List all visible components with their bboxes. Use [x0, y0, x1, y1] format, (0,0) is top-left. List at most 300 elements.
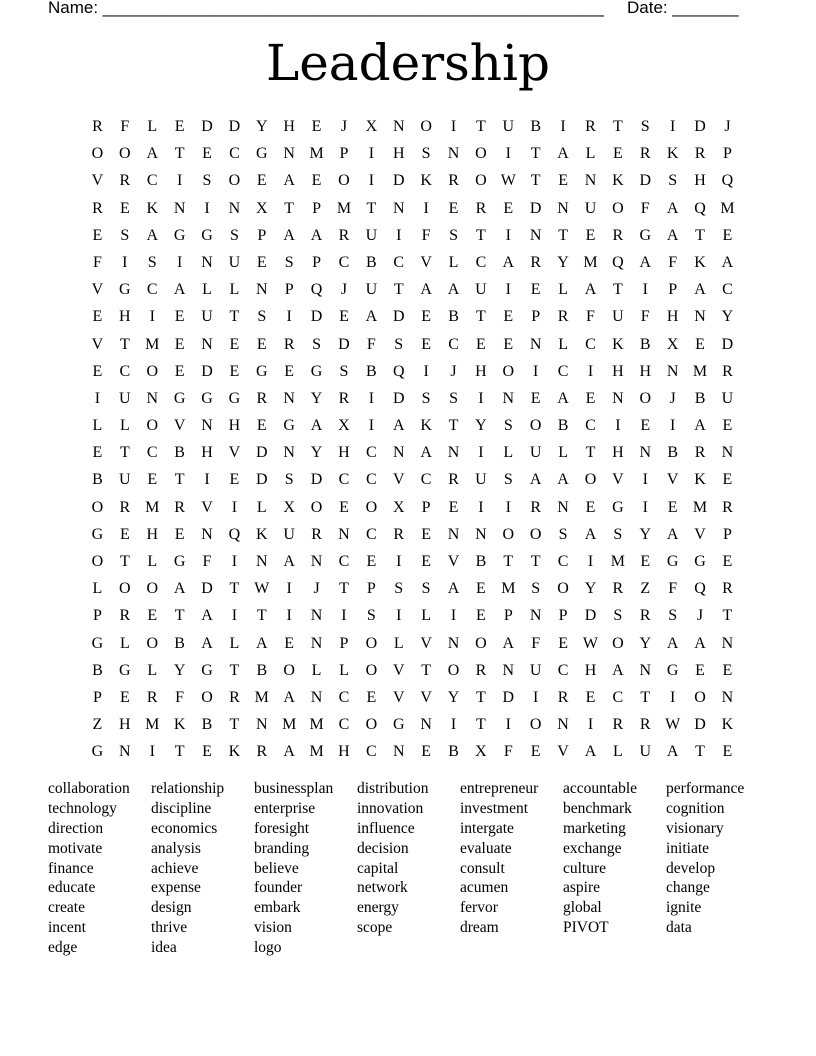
grid-letter: E: [421, 525, 432, 543]
grid-letter: C: [557, 661, 569, 679]
grid-letter: C: [338, 688, 350, 706]
grid-letter: R: [311, 525, 323, 543]
grid-letter: A: [146, 226, 159, 244]
grid-letter: T: [174, 145, 185, 163]
grid-letter: T: [558, 226, 569, 244]
grid-letter: W: [665, 716, 681, 734]
grid-letter: S: [668, 607, 678, 625]
grid-letter: R: [475, 199, 487, 217]
grid-letter: D: [338, 335, 351, 353]
grid-letter: S: [394, 580, 404, 598]
grid-letter: L: [421, 607, 432, 625]
grid-letter: R: [393, 525, 405, 543]
grid-letter: D: [392, 172, 406, 190]
word-list-item: fervor: [460, 899, 498, 917]
grid-letter: L: [612, 743, 624, 761]
grid-letter: E: [722, 743, 733, 761]
grid-letter: O: [146, 362, 159, 380]
grid-letter: A: [310, 417, 323, 435]
grid-row: [84, 439, 741, 466]
grid-letter: A: [201, 634, 214, 652]
grid-letter: G: [256, 145, 269, 163]
grid-letter: O: [310, 498, 323, 516]
grid-letter: G: [310, 362, 323, 380]
grid-letter: P: [558, 607, 569, 625]
grid-letter: Y: [447, 688, 460, 706]
page-title: Leadership: [266, 34, 550, 92]
grid-letter: O: [502, 525, 515, 543]
grid-letter: C: [612, 688, 624, 706]
grid-letter: E: [530, 281, 542, 299]
grid-letter: F: [586, 308, 596, 326]
grid-letter: I: [505, 281, 512, 299]
grid-letter: S: [284, 471, 295, 489]
grid-letter: S: [668, 172, 678, 190]
grid-letter: Y: [173, 661, 186, 679]
grid-letter: G: [201, 226, 214, 244]
word-list-item: discipline: [151, 799, 212, 817]
grid-letter: O: [119, 580, 132, 598]
grid-letter: V: [392, 688, 406, 706]
grid-letter: S: [366, 607, 377, 625]
grid-letter: E: [585, 498, 596, 516]
grid-letter: N: [310, 607, 323, 625]
grid-letter: C: [366, 471, 378, 489]
grid-letter: F: [92, 253, 103, 271]
grid-letter: B: [366, 362, 378, 380]
grid-letter: R: [92, 199, 104, 217]
grid-letter: R: [694, 444, 706, 462]
grid-letter: L: [393, 634, 405, 652]
word-list-item: incent: [48, 919, 86, 937]
grid-letter: N: [529, 226, 542, 244]
grid-letter: M: [309, 743, 325, 761]
grid-letter: L: [256, 498, 268, 516]
grid-letter: C: [338, 553, 350, 570]
word-list-item: design: [151, 899, 192, 917]
grid-letter: L: [147, 661, 158, 679]
grid-letter: L: [119, 634, 131, 652]
grid-letter: I: [587, 716, 594, 734]
grid-letter: T: [229, 308, 240, 326]
grid-letter: S: [503, 471, 514, 489]
grid-letter: O: [146, 634, 159, 652]
grid-row: [84, 738, 741, 765]
grid-letter: A: [694, 417, 707, 435]
grid-letter: T: [393, 281, 405, 299]
grid-letter: T: [284, 199, 295, 217]
grid-letter: Y: [557, 253, 570, 271]
grid-letter: I: [286, 607, 293, 625]
grid-letter: A: [666, 743, 679, 761]
word-list-item: change: [666, 879, 710, 897]
grid-letter: A: [557, 471, 570, 489]
grid-letter: S: [640, 118, 651, 135]
grid-letter: E: [476, 335, 487, 353]
grid-letter: P: [312, 253, 322, 271]
grid-row: [84, 358, 741, 385]
grid-letter: A: [694, 634, 707, 652]
grid-letter: A: [529, 471, 542, 489]
grid-letter: N: [557, 498, 570, 516]
name-field-label: Name: _____________________________________________________: [48, 0, 604, 17]
grid-letter: E: [530, 389, 542, 407]
grid-letter: O: [475, 145, 488, 163]
word-list-item: edge: [48, 939, 78, 957]
grid-letter: P: [668, 281, 678, 299]
grid-letter: L: [585, 145, 596, 163]
word-list-item: achieve: [151, 859, 199, 877]
grid-row: [84, 249, 741, 276]
grid-letter: T: [476, 688, 487, 706]
grid-letter: C: [366, 525, 378, 543]
grid-letter: P: [339, 145, 349, 163]
grid-letter: D: [201, 580, 214, 598]
grid-letter: Q: [228, 525, 241, 543]
grid-letter: E: [284, 362, 295, 380]
grid-letter: W: [500, 172, 517, 190]
grid-letter: Y: [639, 525, 652, 543]
grid-letter: R: [92, 118, 104, 135]
grid-letter: Y: [475, 417, 488, 435]
grid-letter: J: [669, 389, 677, 407]
word-list-item: businessplan: [254, 780, 334, 797]
grid-letter: N: [639, 661, 652, 679]
grid-letter: O: [557, 580, 570, 598]
grid-letter: N: [721, 688, 734, 706]
grid-letter: N: [256, 716, 269, 734]
word-list-item: branding: [254, 839, 310, 857]
grid-letter: H: [119, 716, 132, 734]
grid-letter: I: [176, 172, 183, 190]
grid-letter: C: [557, 362, 569, 380]
grid-letter: V: [612, 471, 625, 489]
grid-letter: N: [502, 661, 515, 679]
grid-letter: V: [228, 444, 241, 462]
grid-letter: S: [421, 389, 432, 407]
grid-letter: A: [173, 281, 186, 299]
grid-letter: R: [530, 498, 542, 516]
grid-letter: P: [284, 281, 295, 299]
grid-letter: R: [639, 716, 652, 734]
grid-letter: I: [396, 226, 402, 244]
word-column: [357, 779, 460, 958]
word-list-item: foresight: [254, 819, 310, 837]
grid-letter: Z: [640, 580, 651, 598]
grid-letter: I: [286, 580, 293, 598]
grid-letter: K: [721, 716, 734, 734]
grid-letter: C: [366, 743, 378, 761]
grid-letter: Y: [584, 580, 597, 598]
grid-letter: L: [119, 417, 131, 435]
grid-letter: P: [503, 607, 514, 625]
grid-letter: I: [533, 688, 539, 706]
grid-letter: K: [173, 716, 186, 734]
grid-letter: O: [91, 553, 104, 570]
grid-letter: N: [228, 199, 241, 217]
grid-letter: E: [585, 688, 596, 706]
grid-letter: G: [612, 498, 625, 516]
grid-letter: H: [228, 417, 241, 435]
grid-letter: E: [202, 743, 213, 761]
word-list-item: influence: [357, 819, 415, 837]
grid-letter: O: [119, 145, 132, 163]
grid-letter: D: [694, 118, 707, 135]
grid-letter: E: [92, 226, 103, 244]
grid-letter: V: [666, 471, 679, 489]
grid-letter: D: [256, 444, 269, 462]
grid-letter: T: [503, 553, 514, 570]
grid-letter: O: [146, 580, 159, 598]
grid-letter: M: [145, 716, 160, 734]
grid-letter: I: [368, 389, 375, 407]
grid-letter: E: [558, 634, 569, 652]
grid-letter: A: [201, 607, 214, 625]
grid-letter: F: [202, 553, 212, 570]
grid-letter: I: [286, 308, 293, 326]
grid-letter: F: [503, 743, 514, 761]
grid-letter: U: [475, 471, 488, 489]
grid-letter: M: [336, 199, 352, 217]
grid-letter: T: [119, 553, 131, 570]
grid-letter: E: [92, 308, 103, 326]
grid-letter: R: [119, 498, 131, 516]
grid-letter: X: [283, 498, 296, 516]
word-list-item: finance: [48, 859, 94, 877]
grid-letter: L: [558, 335, 569, 353]
grid-letter: O: [283, 661, 296, 679]
grid-letter: T: [174, 607, 185, 625]
word-list-item: economics: [151, 819, 218, 837]
word-list-item: performance: [666, 780, 745, 797]
word-list-item: thrive: [151, 919, 188, 937]
grid-letter: R: [694, 145, 706, 163]
grid-letter: L: [202, 281, 213, 299]
grid-letter: I: [231, 498, 238, 516]
grid-letter: K: [612, 335, 625, 353]
grid-letter: C: [338, 471, 350, 489]
grid-letter: N: [283, 145, 296, 163]
grid-letter: D: [694, 716, 707, 734]
grid-letter: H: [475, 362, 488, 380]
grid-letter: E: [147, 471, 158, 489]
grid-letter: N: [475, 525, 488, 543]
grid-letter: E: [448, 199, 459, 217]
grid-letter: N: [447, 444, 460, 462]
grid-letter: J: [313, 580, 321, 598]
grid-letter: M: [583, 253, 599, 271]
grid-letter: K: [146, 199, 159, 217]
grid-letter: N: [392, 444, 406, 462]
grid-letter: Q: [721, 172, 734, 190]
grid-letter: I: [615, 417, 622, 435]
grid-letter: P: [92, 688, 103, 706]
word-list-item: consult: [460, 859, 505, 877]
grid-letter: I: [231, 607, 238, 625]
grid-letter: C: [393, 253, 405, 271]
grid-letter: C: [557, 553, 569, 570]
grid-letter: E: [722, 553, 733, 570]
grid-letter: N: [201, 335, 214, 353]
grid-letter: E: [174, 525, 185, 543]
grid-letter: E: [421, 308, 432, 326]
grid-letter: E: [448, 498, 459, 516]
word-list-item: data: [666, 919, 692, 937]
grid-letter: U: [365, 281, 378, 299]
grid-letter: I: [669, 688, 676, 706]
grid-letter: M: [692, 498, 708, 516]
grid-letter: Q: [612, 253, 625, 271]
grid-letter: F: [640, 308, 651, 326]
grid-letter: S: [257, 308, 267, 326]
grid-letter: G: [119, 281, 132, 299]
word-list-item: PIVOT: [563, 919, 609, 937]
grid-letter: F: [421, 226, 432, 244]
grid-letter: S: [613, 607, 623, 625]
grid-letter: P: [92, 607, 103, 625]
grid-letter: D: [392, 308, 406, 326]
grid-letter: F: [668, 253, 678, 271]
grid-letter: I: [533, 362, 539, 380]
grid-letter: B: [366, 253, 378, 271]
grid-letter: E: [476, 580, 487, 598]
grid-letter: R: [557, 308, 569, 326]
word-list-item: believe: [254, 859, 299, 877]
grid-letter: Y: [256, 118, 269, 135]
grid-letter: T: [174, 471, 185, 489]
grid-letter: E: [585, 226, 596, 244]
grid-letter: H: [146, 525, 159, 543]
grid-letter: A: [256, 634, 269, 652]
grid-letter: O: [694, 688, 707, 706]
grid-letter: E: [503, 308, 514, 326]
grid-letter: A: [283, 553, 296, 570]
grid-letter: I: [505, 716, 512, 734]
grid-letter: B: [92, 661, 104, 679]
word-column: [48, 779, 151, 958]
grid-letter: E: [229, 335, 240, 353]
grid-letter: E: [695, 661, 706, 679]
grid-letter: T: [421, 661, 432, 679]
grid-letter: K: [612, 172, 625, 190]
grid-letter: Q: [310, 281, 323, 299]
word-list-item: global: [563, 899, 602, 917]
grid-letter: I: [368, 417, 375, 435]
grid-letter: J: [450, 362, 458, 380]
grid-letter: E: [174, 308, 185, 326]
grid-letter: N: [173, 199, 186, 217]
grid-letter: L: [92, 580, 103, 598]
grid-letter: R: [612, 226, 624, 244]
grid-letter: T: [448, 417, 459, 435]
grid-letter: I: [450, 716, 457, 734]
grid-letter: O: [228, 172, 241, 190]
grid-letter: S: [120, 226, 130, 244]
grid-letter: V: [392, 661, 406, 679]
grid-letter: D: [392, 389, 406, 407]
grid-letter: I: [122, 253, 128, 271]
grid-letter: S: [449, 389, 459, 407]
grid-letter: I: [176, 253, 183, 271]
word-list-item: technology: [48, 799, 117, 817]
grid-letter: T: [476, 118, 487, 135]
grid-letter: I: [423, 362, 430, 380]
grid-letter: A: [612, 661, 625, 679]
grid-letter: R: [448, 172, 460, 190]
grid-letter: V: [420, 688, 433, 706]
grid-letter: Q: [694, 199, 707, 217]
grid-letter: N: [557, 716, 570, 734]
grid-letter: E: [366, 553, 377, 570]
grid-letter: H: [338, 743, 351, 761]
grid-letter: E: [174, 335, 185, 353]
grid-letter: N: [256, 281, 269, 299]
grid-row: [84, 684, 741, 711]
grid-letter: D: [310, 308, 323, 326]
grid-letter: A: [584, 743, 597, 761]
grid-letter: I: [505, 226, 512, 244]
grid-letter: N: [447, 525, 460, 543]
grid-letter: B: [475, 553, 487, 570]
grid-letter: P: [366, 580, 377, 598]
grid-letter: A: [283, 743, 296, 761]
word-list-item: exchange: [563, 839, 622, 857]
grid-letter: E: [92, 444, 103, 462]
grid-letter: E: [311, 172, 322, 190]
grid-letter: U: [283, 525, 296, 543]
grid-letter: Q: [694, 580, 707, 598]
grid-row: [84, 602, 741, 629]
grid-letter: O: [91, 145, 104, 163]
grid-letter: B: [174, 634, 186, 652]
word-list-item: direction: [48, 819, 104, 837]
word-list-item: culture: [563, 859, 607, 877]
grid-letter: N: [392, 199, 406, 217]
grid-letter: Q: [392, 362, 406, 380]
word-list-item: expense: [151, 879, 201, 897]
grid-letter: N: [146, 389, 159, 407]
word-list-item: embark: [254, 899, 301, 917]
grid-letter: S: [531, 580, 541, 598]
grid-letter: E: [311, 118, 322, 135]
grid-letter: X: [392, 498, 406, 516]
grid-letter: E: [640, 417, 651, 435]
word-list-item: vision: [254, 919, 292, 937]
grid-letter: O: [612, 199, 625, 217]
grid-letter: G: [666, 553, 679, 570]
grid-letter: E: [558, 172, 569, 190]
grid-letter: C: [366, 444, 378, 462]
grid-letter: I: [368, 172, 375, 190]
grid-letter: C: [475, 253, 487, 271]
grid-letter: E: [174, 362, 185, 380]
grid-letter: G: [91, 525, 104, 543]
grid-letter: E: [366, 688, 377, 706]
grid-letter: S: [421, 145, 432, 163]
word-list-item: logo: [254, 939, 282, 957]
grid-letter: C: [338, 716, 350, 734]
grid-letter: L: [229, 634, 240, 652]
grid-letter: T: [476, 716, 487, 734]
grid-letter: B: [92, 471, 104, 489]
grid-letter: E: [503, 199, 514, 217]
grid-letter: O: [475, 172, 488, 190]
grid-letter: A: [283, 226, 296, 244]
grid-letter: E: [722, 471, 733, 489]
grid-letter: N: [201, 253, 214, 271]
grid-letter: E: [174, 118, 185, 135]
grid-letter: L: [92, 417, 103, 435]
